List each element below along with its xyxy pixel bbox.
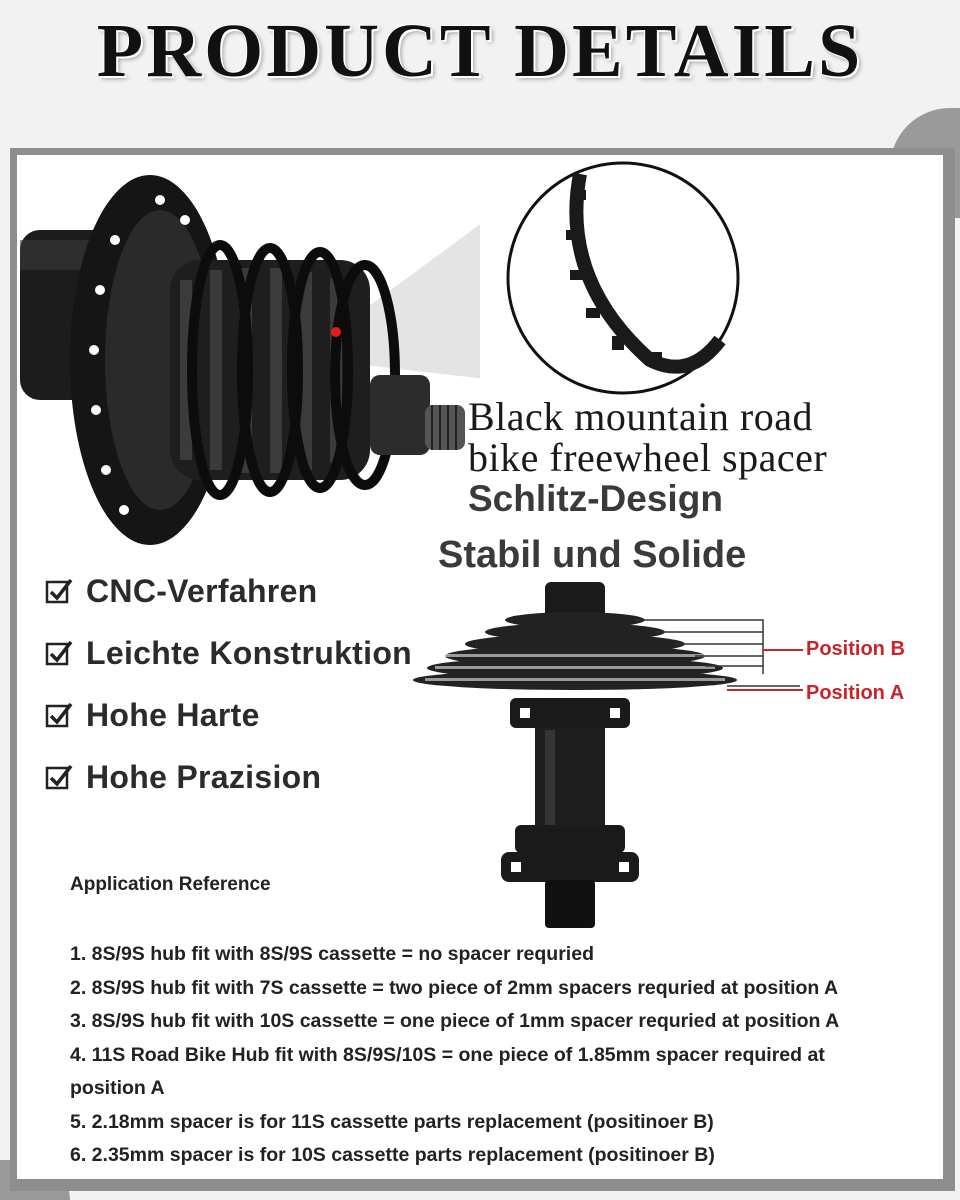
feature-item xyxy=(44,622,412,684)
page-title: PRODUCT DETAILS xyxy=(96,9,864,93)
subtitle-design: Schlitz-Design xyxy=(468,478,723,519)
feature-item xyxy=(44,746,412,808)
hub-lower-flange xyxy=(515,825,625,853)
freewheel-hub-image xyxy=(20,160,480,560)
list-item: 6. 2.35mm spacer is for 10S cassette parts replacement (positinoer B) xyxy=(70,1144,715,1166)
position-b-label: Position B xyxy=(806,638,905,660)
subtitle-stability: Stabil und Solide xyxy=(438,534,747,576)
headline-line-2: bike freewheel spacer xyxy=(468,435,828,480)
cassette-hub-image xyxy=(405,580,805,930)
list-item: 2. 8S/9S hub fit with 7S cassette = two piece of 2mm spacers requried at position A xyxy=(70,976,839,999)
checkbox-checked-icon xyxy=(44,576,74,606)
hub-bottom-axle xyxy=(545,880,595,928)
position-a-label: Position A xyxy=(806,682,905,704)
feature-label: Leichte Konstruktion xyxy=(86,634,413,671)
checkbox-checked-icon xyxy=(44,762,74,792)
list-item: position A xyxy=(70,1077,165,1099)
feature-label: Hohe Harte xyxy=(86,696,260,733)
list-item: 5. 2.18mm spacer is for 11S cassette parts replacement (positinoer B) xyxy=(70,1110,714,1133)
feature-list xyxy=(44,560,412,808)
feature-label: Hohe Prazision xyxy=(86,758,322,795)
checkbox-checked-icon xyxy=(44,638,74,668)
list-item: 4. 11S Road Bike Hub fit with 8S/9S/10S = one piece of 1.85mm spacer required at xyxy=(70,1043,825,1066)
list-item: 1. 8S/9S hub fit with 8S/9S cassette = no spacer requried xyxy=(70,943,594,965)
headline-line-1: Black mountain road xyxy=(468,394,813,439)
feature-item xyxy=(44,684,412,746)
spacer-marker-dot xyxy=(331,327,341,337)
feature-item xyxy=(44,560,412,622)
feature-label: CNC-Verfahren xyxy=(86,572,318,609)
hub-rotor-mount xyxy=(501,852,639,882)
application-reference-title: Application Reference xyxy=(70,874,271,895)
checkbox-checked-icon xyxy=(44,700,74,730)
spacer-zoom-circle xyxy=(500,160,750,400)
hub-lock-nut xyxy=(370,375,430,455)
list-item: 3. 8S/9S hub fit with 10S cassette = one piece of 1mm spacer requried at position A xyxy=(70,1010,840,1032)
product-headline xyxy=(468,396,827,478)
application-reference-list xyxy=(70,938,920,1173)
